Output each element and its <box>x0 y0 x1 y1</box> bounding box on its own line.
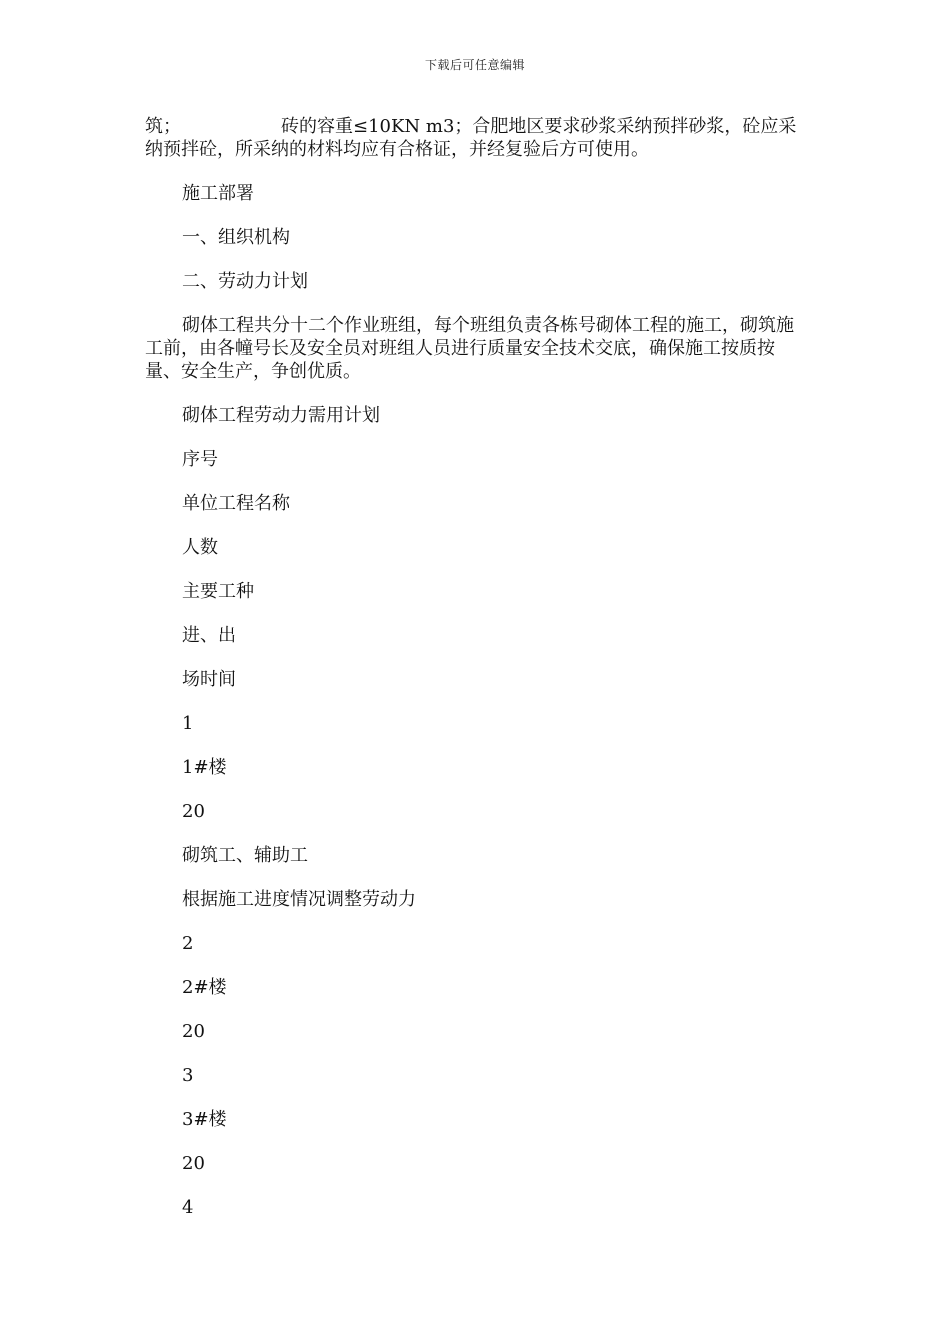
section-organization: 一、组织机构 <box>182 227 290 248</box>
table-cell: 根据施工进度情况调整劳动力 <box>182 889 416 910</box>
table-cell: 砌筑工、辅助工 <box>182 845 308 866</box>
table-header-cell: 单位工程名称 <box>182 493 290 514</box>
page-header: 下载后可任意编辑 <box>424 58 525 72</box>
table-cell: 20 <box>182 801 205 822</box>
table-cell: 4 <box>182 1197 194 1218</box>
table-cell: 20 <box>182 1021 205 1042</box>
table-header-cell: 序号 <box>182 449 218 470</box>
table-cell: 20 <box>182 1153 205 1174</box>
intro-part-2: 砖的容重≤10KN m3；合肥地区要求砂浆采纳预拌砂浆，砼应采纳预拌砼，所采纳的材料均应有合格证，并经复验后方可使用。 <box>145 116 797 160</box>
table-cell: 3 <box>182 1065 194 1086</box>
labor-paragraph: 砌体工程共分十二个作业班组，每个班组负责各栋号砌体工程的施工，砌筑施工前，由各幢号长及安全员对班组人员进行质量安全技术交底，确保施工按质按量、安全生产，争创优质。 <box>145 315 794 382</box>
table-header-cell: 主要工种 <box>182 581 254 602</box>
table-title: 砌体工程劳动力需用计划 <box>182 405 380 426</box>
section-deployment: 施工部署 <box>182 183 254 204</box>
intro-part-1: 筑； <box>145 116 181 137</box>
document-body <box>145 115 805 1219</box>
table-cell: 1 <box>182 713 194 734</box>
table-header-cell: 人数 <box>182 537 218 558</box>
section-labor-plan: 二、劳动力计划 <box>182 271 308 292</box>
table-header-cell: 场时间 <box>182 669 236 690</box>
table-cell: 2 <box>182 933 194 954</box>
table-header-cell: 进、出 <box>182 625 236 646</box>
table-cell: 1#楼 <box>182 757 227 778</box>
intro-paragraph <box>145 115 805 161</box>
table-cell: 2#楼 <box>182 977 227 998</box>
table-cell: 3#楼 <box>182 1109 227 1130</box>
